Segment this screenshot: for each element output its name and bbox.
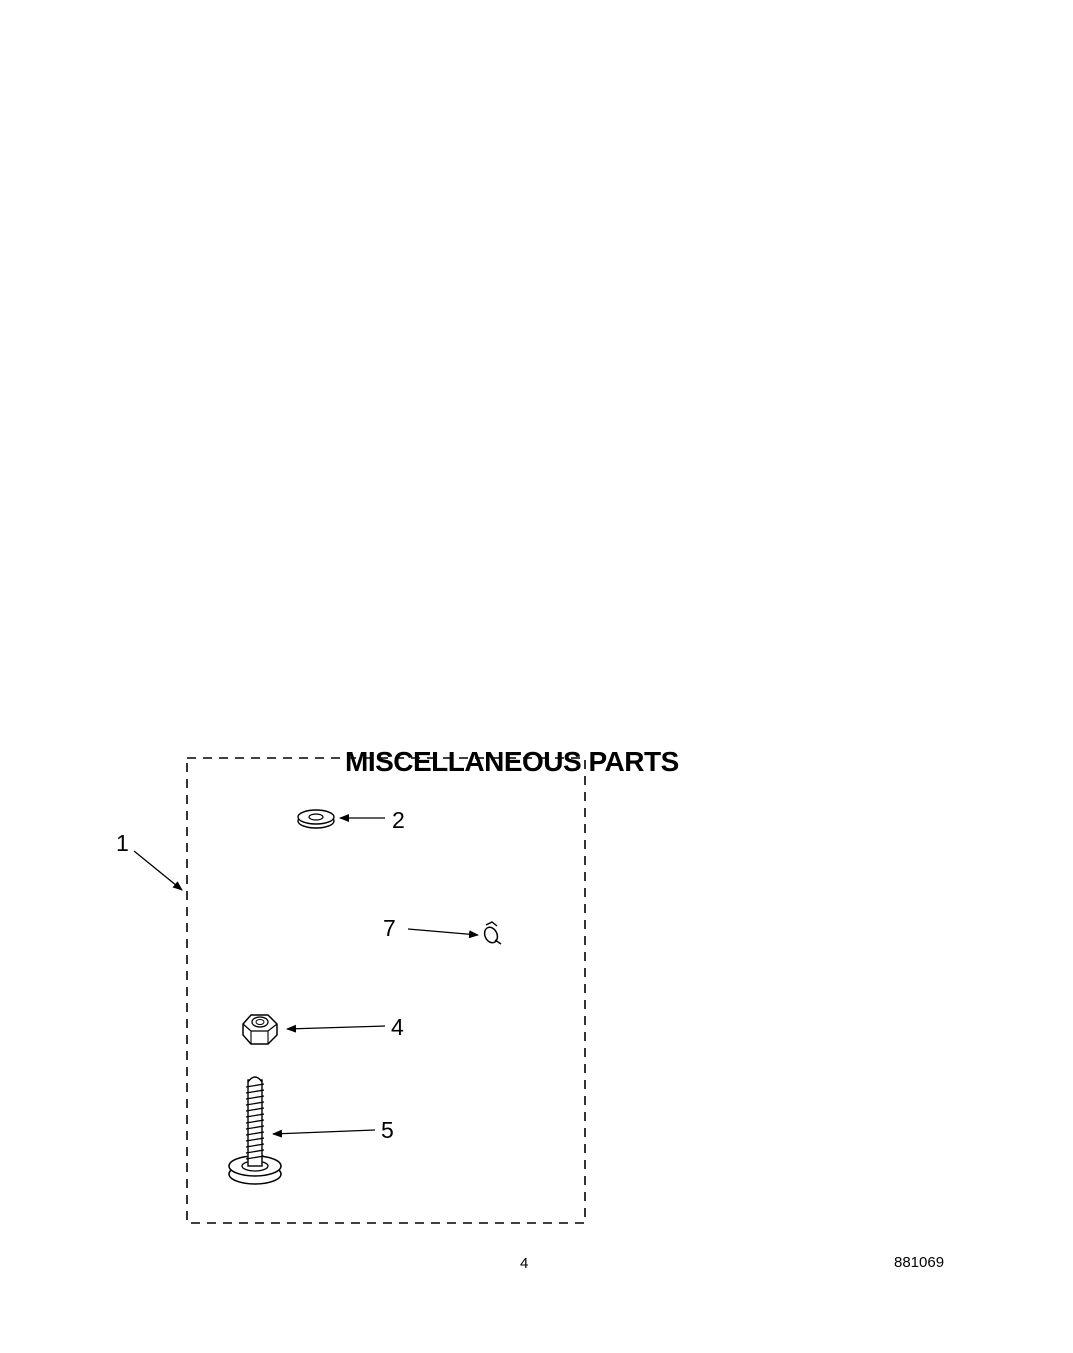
callout-washer: 2 — [392, 807, 405, 833]
washer-icon — [298, 810, 334, 828]
callout-bolt: 5 — [381, 1117, 394, 1143]
kit-leader-line — [134, 851, 182, 890]
callout-clip: 7 — [383, 915, 396, 941]
hex-nut-icon — [243, 1015, 277, 1044]
bolt-icon — [229, 1077, 281, 1184]
clip-icon — [482, 922, 501, 945]
callout-kit: 1 — [116, 830, 129, 856]
bolt-leader-line — [273, 1130, 375, 1134]
document-code: 881069 — [894, 1254, 945, 1271]
nut-leader-line — [287, 1026, 385, 1029]
callout-nut: 4 — [391, 1014, 404, 1040]
clip-leader-line — [408, 929, 478, 935]
page-title: MISCELLANEOUS PARTS — [345, 746, 679, 777]
page-number: 4 — [520, 1255, 529, 1272]
